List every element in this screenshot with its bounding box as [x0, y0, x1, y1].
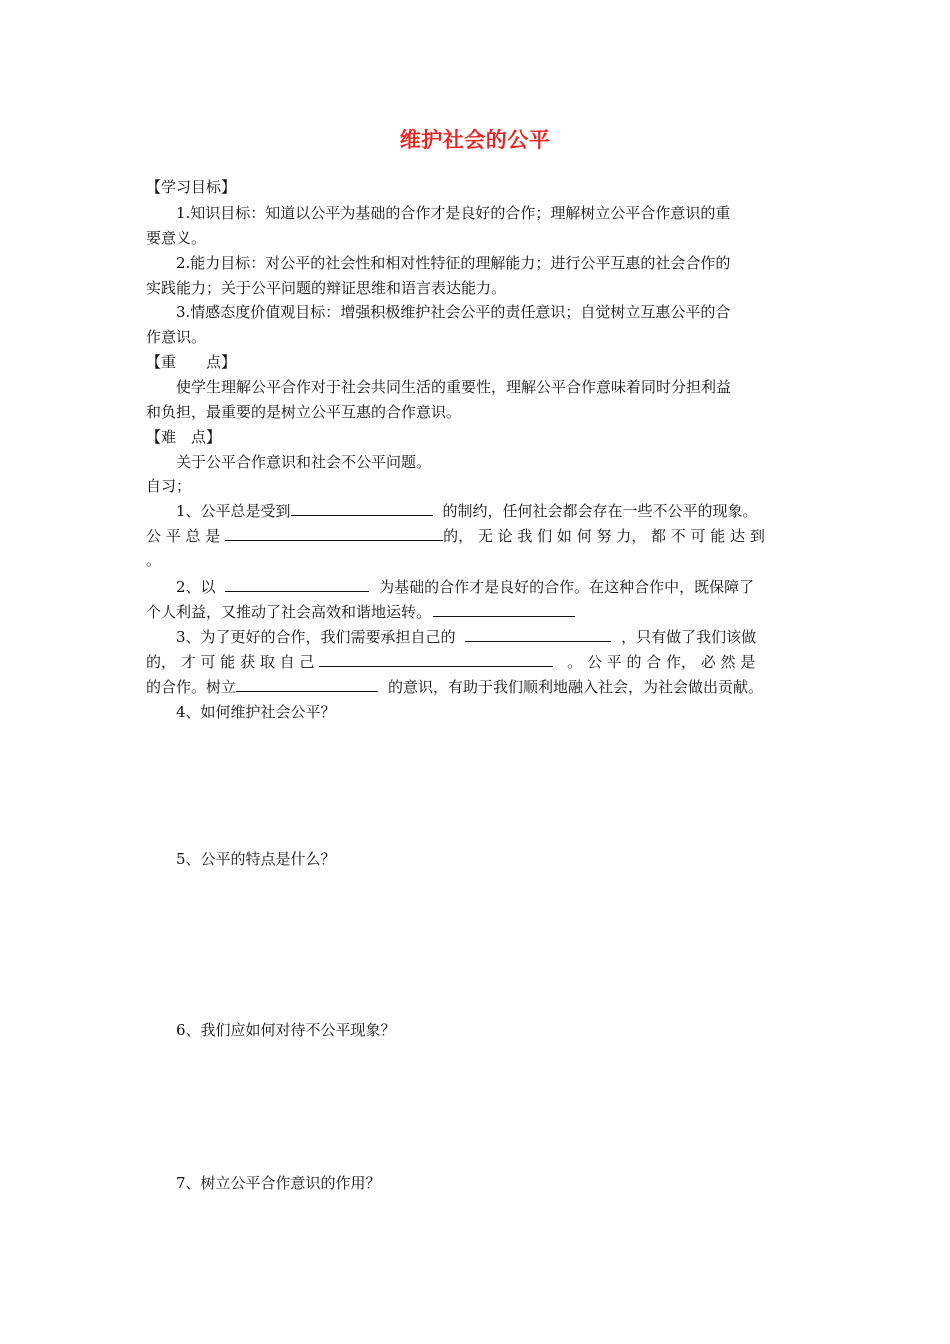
objective-1-line1: 1.知识目标：知道以公平为基础的合作才是良好的合作；理解树立公平合作意识的重	[176, 204, 731, 222]
fill-blank[interactable]	[225, 576, 369, 592]
question-3-text-e: 的合作。树立	[146, 678, 237, 696]
fill-blank[interactable]	[319, 651, 553, 667]
fill-blank[interactable]	[236, 676, 378, 692]
fill-blank[interactable]	[291, 500, 433, 516]
question-1-text-b: 的制约，任何社会都会存在一些不公平的现象。	[442, 502, 758, 520]
objective-1-line2: 要意义。	[146, 229, 207, 247]
fill-blank[interactable]	[433, 601, 575, 617]
question-1-text-d: 的， 无 论 我 们 如 何 努 力， 都 不 可 能 达 到	[443, 527, 765, 545]
objective-2-line2: 实践能力；关于公平问题的辩证思维和语言表达能力。	[146, 279, 507, 297]
objectives-header: 【学习目标】	[146, 178, 237, 196]
question-2-text-b: 为基础的合作才是良好的合作。在这种合作中，既保障了	[379, 578, 755, 596]
question-3-text-c: 的， 才 可 能 获 取 自 己	[146, 653, 315, 671]
question-3-text-f: 的意识，有助于我们顺利地融入社会，为社会做出贡献。	[388, 678, 764, 696]
fill-blank[interactable]	[465, 626, 611, 642]
question-6: 6、我们应如何对待不公平现象？	[176, 1021, 396, 1039]
key-points-header: 【重 点】	[146, 353, 237, 371]
question-3-text-b: ，只有做了我们该做	[621, 628, 757, 646]
difficulty-line1: 关于公平合作意识和社会不公平问题。	[176, 453, 432, 471]
key-points-line1: 使学生理解公平合作对于社会共同生活的重要性，理解公平合作意味着同时分担利益	[176, 378, 732, 396]
question-4: 4、如何维护社会公平？	[176, 703, 336, 721]
question-1-line2	[146, 525, 765, 546]
question-7: 7、树立公平合作意识的作用？	[176, 1174, 381, 1192]
objective-3-line1: 3.情感态度价值观目标：增强积极维护社会公平的责任意识；自觉树立互惠公平的合	[176, 303, 731, 321]
objective-2-line1: 2.能力目标：对公平的社会性和相对性特征的理解能力；进行公平互惠的社会合作的	[176, 254, 731, 272]
question-3-line3	[146, 676, 763, 697]
question-3-line1	[176, 626, 756, 647]
key-points-line2: 和负担，最重要的是树立公平互惠的合作意识。	[146, 403, 462, 421]
difficulty-header: 【难 点】	[146, 428, 222, 446]
self-study-header: 自习；	[146, 477, 192, 495]
question-1-line1	[176, 500, 758, 521]
question-1-text-c: 公 平 总 是	[146, 527, 221, 545]
question-3-text-a: 3、为了更好的合作，我们需要承担自己的	[176, 628, 456, 646]
question-2-text-c: 个人利益，又推动了社会高效和谐地运转。	[146, 603, 432, 621]
question-3-line2	[146, 651, 755, 672]
question-2-text-a: 2、以	[176, 578, 216, 596]
question-2-line1	[176, 576, 754, 597]
question-1-line3: 。	[146, 551, 162, 569]
question-1-text-a: 1、公平总是受到	[176, 502, 291, 520]
question-2-line2	[146, 601, 575, 622]
objective-3-line2: 作意识。	[146, 328, 207, 346]
question-5: 5、公平的特点是什么？	[176, 850, 336, 868]
page-title: 维护社会的公平	[399, 128, 551, 152]
fill-blank[interactable]	[225, 525, 443, 541]
question-3-text-d: 。 公 平 的 合 作， 必 然 是	[567, 653, 756, 671]
